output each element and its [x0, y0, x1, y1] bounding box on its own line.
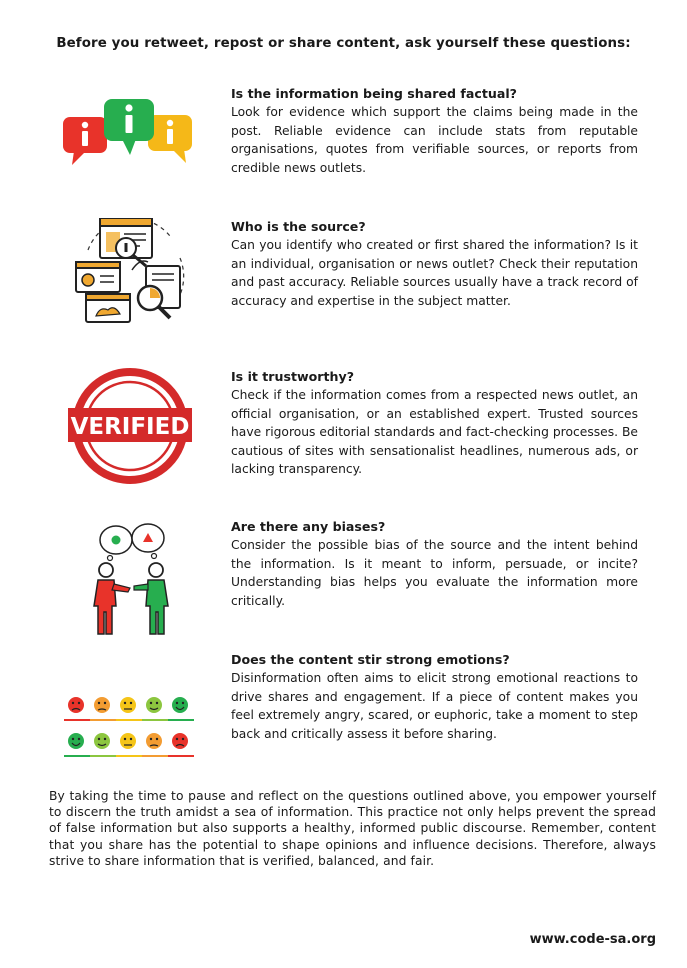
- page-title: Before you retweet, repost or share content, ask yourself these questions:: [56, 36, 631, 51]
- summary-paragraph: By taking the time to pause and reflect on the questions outlined above, you empower yourself to discern the truth amidst a sea of information. This practice not only helps prevent the spread of false information but also supports a healthy, informed public discourse. Remember, content that you share has the potential to shape opinions and influence decisions. Therefore, always strive to share information that is verified, balanced, and fair.: [49, 789, 656, 868]
- emotion-row-top: [68, 697, 188, 713]
- two-people-discussion-icon: [60, 522, 200, 652]
- section-body: Look for evidence which support the claims being made in the post. Reliable evidence can include stats from reputable organisations, quotes from verifiable sources, or reports from credible news outlets.: [231, 105, 638, 175]
- emotion-row-bottom: [68, 733, 188, 749]
- section-body: Can you identify who created or first shared the information? Is it an individual, organisation or news outlet? Check their reputation and past accuracy. Reliable sources usually have a track record of accuracy and expertise in the subject matter.: [231, 238, 638, 308]
- section-text: [231, 651, 638, 743]
- section-text: [231, 85, 638, 177]
- section-heading: Who is the source?: [231, 219, 366, 234]
- verified-stamp-icon: [60, 368, 200, 498]
- section-heading: Are there any biases?: [231, 519, 386, 534]
- footer-url[interactable]: www.code-sa.org: [529, 932, 656, 947]
- section-text: [231, 368, 638, 479]
- section-heading: Is the information being shared factual?: [231, 86, 517, 101]
- info-speech-bubbles-icon: [60, 89, 200, 219]
- section-body: Check if the information comes from a respected news outlet, an official organisation, or an established expert. Trusted sources have rigorous editorial standards and fact-checking processes. Be cautious of sites with sensationalist headlines, numerous ads, or lacking transparency.: [231, 388, 638, 477]
- section-body: Disinformation often aims to elicit strong emotional reactions to drive shares and engagement. If a piece of content makes you feel extremely angry, scared, or euphoric, take a moment to step back and critically assess it before sharing.: [231, 671, 638, 741]
- section-text: [231, 218, 638, 310]
- section-heading: Does the content stir strong emotions?: [231, 652, 510, 667]
- section-heading: Is it trustworthy?: [231, 369, 354, 384]
- stamp-text: VERIFIED: [70, 414, 190, 440]
- source-documents-magnifier-icon: [60, 218, 200, 348]
- section-body: Consider the possible bias of the source and the intent behind the information. Is it meant to inform, persuade, or incite? Understanding bias helps you evaluate the information more critically.: [231, 538, 638, 608]
- section-text: [231, 518, 638, 610]
